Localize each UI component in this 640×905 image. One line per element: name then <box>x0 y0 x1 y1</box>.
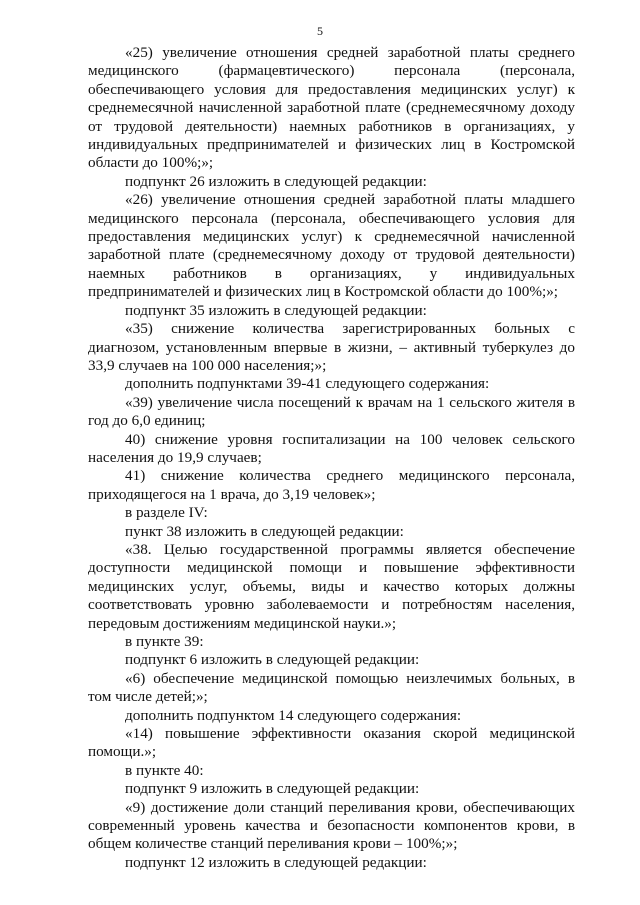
paragraph: подпункт 12 изложить в следующей редакции: <box>125 853 427 871</box>
paragraph: в пункте 40: <box>125 761 204 779</box>
page-number: 5 <box>317 24 323 38</box>
paragraph: подпункт 26 изложить в следующей редакции: <box>125 172 427 190</box>
paragraph: подпункт 35 изложить в следующей редакции: <box>125 301 427 319</box>
paragraph: «38. Целью государственной программы является обеспечение доступности медицинской помощи и повышение эффективности медицинских услуг, объемы, виды и качество которых должны соответствовать уровню заболеваемости и потребностям населения, передовым достижениям медицинской науки.»; <box>88 540 575 632</box>
paragraph: «35) снижение количества зарегистрированных больных с диагнозом, установленным впервые в жизни, – активный туберкулез до 33,9 случаев на 100 000 населения;»; <box>88 320 575 374</box>
paragraph: «26) увеличение отношения средней заработной платы младшего медицинского персонала (персонала, обеспечивающего условия для предоставления медицинских услуг) к среднемесячной начисленной заработной плате (среднемесячному доходу от трудовой деятельности) наемных работников в организациях, у индивидуальных предпринимателей и физических лиц в Костромской области до 100%;»; <box>88 191 575 301</box>
paragraph: подпункт 9 изложить в следующей редакции: <box>125 780 420 798</box>
paragraph: дополнить подпунктом 14 следующего содержания: <box>125 706 462 724</box>
document-body <box>88 44 575 872</box>
paragraph: 41) снижение количества среднего медицинского персонала, приходящегося на 1 врача, до 3,19 человек»; <box>88 467 575 503</box>
paragraph: пункт 38 изложить в следующей редакции: <box>125 522 404 540</box>
paragraph: «39) увеличение числа посещений к врачам на 1 сельского жителя в год до 6,0 единиц; <box>88 393 575 430</box>
paragraph: дополнить подпунктами 39-41 следующего содержания: <box>125 375 490 393</box>
paragraph: «25) увеличение отношения средней заработной платы среднего медицинского (фармацевтического) персонала (персонала, обеспечивающего условия для предоставления медицинских услуг) к среднемесячной начисленной заработной плате (среднемесячному доходу от трудовой деятельности) наемных работников в организациях, у индивидуальных предпринимателей и физических лиц в Костромской области до 100%;»; <box>88 44 575 172</box>
paragraph: в разделе IV: <box>125 504 208 522</box>
paragraph: «6) обеспечение медицинской помощью неизлечимых больных, в том числе детей;»; <box>88 669 575 706</box>
paragraph: в пункте 39: <box>125 633 204 650</box>
paragraph: подпункт 6 изложить в следующей редакции: <box>125 651 420 669</box>
paragraph: «9) достижение доли станций переливания крови, обеспечивающих современный уровень качества и безопасности компонентов крови, в общем количестве станций переливания крови – 100%;»; <box>88 798 575 853</box>
paragraph: «14) повышение эффективности оказания скорой медицинской помощи.»; <box>88 725 575 761</box>
paragraph: 40) снижение уровня госпитализации на 100 человек сельского населения до 19,9 случаев; <box>88 430 575 466</box>
